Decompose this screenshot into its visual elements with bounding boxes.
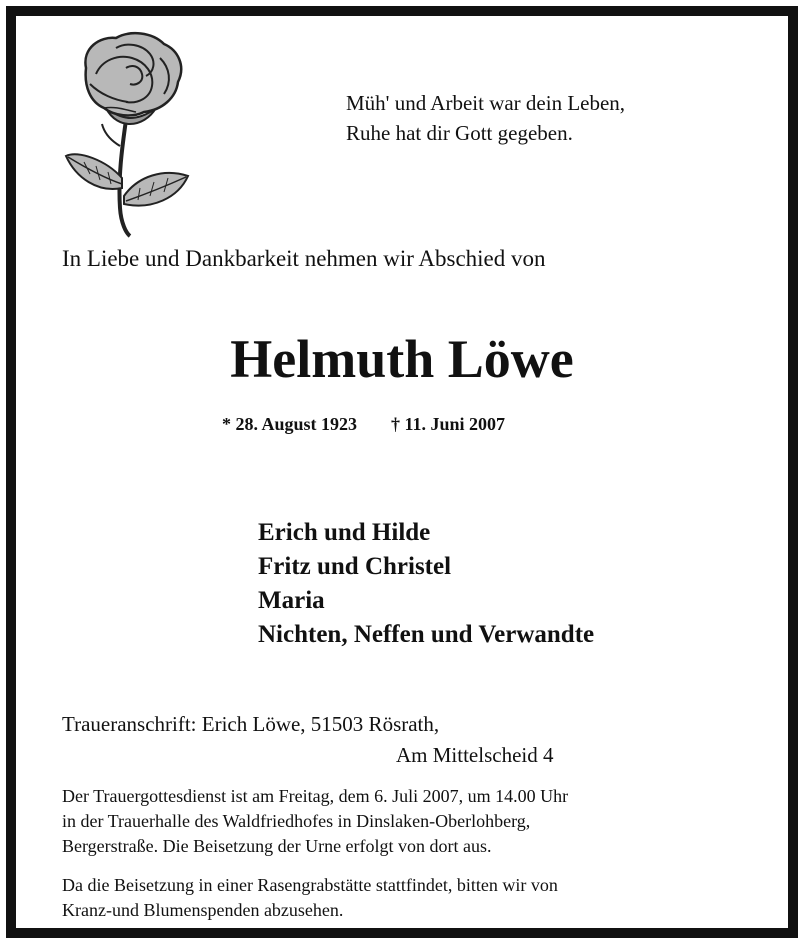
mourner-item: Fritz und Christel [258, 553, 452, 580]
motto-line: Müh' und Arbeit war dein Leben, [346, 91, 626, 115]
intro-text: In Liebe und Dankbarkeit nehmen wir Abschied von [62, 246, 546, 271]
deceased-name: Helmuth Löwe [230, 329, 574, 389]
motto [346, 88, 625, 148]
birth-date: * 28. August 1923 [222, 414, 358, 434]
mourner-item: Maria [258, 587, 325, 614]
mourning-address: Traueranschrift: Erich Löwe, 51503 Rösrath, [62, 712, 440, 736]
life-dates [222, 414, 505, 435]
service-notice [62, 784, 568, 859]
mourner-item: Nichten, Neffen und Verwandte [258, 621, 595, 648]
service-line: Der Trauergottesdienst ist am Freitag, dem 6. Juli 2007, um 14.00 Uhr [62, 786, 569, 806]
mourner-item: Erich und Hilde [258, 519, 431, 546]
service-line: in der Trauerhalle des Waldfriedhofes in Dinslaken-Oberlohberg, [62, 811, 531, 831]
obituary-frame [6, 6, 798, 938]
death-date: † 11. Juni 2007 [391, 414, 506, 434]
mourners-list [258, 516, 594, 652]
flowers-note [62, 873, 558, 923]
flowers-line: Kranz-und Blumenspenden abzusehen. [62, 900, 344, 920]
mourning-address-street: Am Mittelscheid 4 [396, 743, 554, 767]
rose-icon [56, 28, 196, 238]
motto-line: Ruhe hat dir Gott gegeben. [346, 121, 573, 145]
service-line: Bergerstraße. Die Beisetzung der Urne erfolgt von dort aus. [62, 836, 492, 856]
flowers-line: Da die Beisetzung in einer Rasengrabstätte stattfindet, bitten wir von [62, 875, 558, 895]
